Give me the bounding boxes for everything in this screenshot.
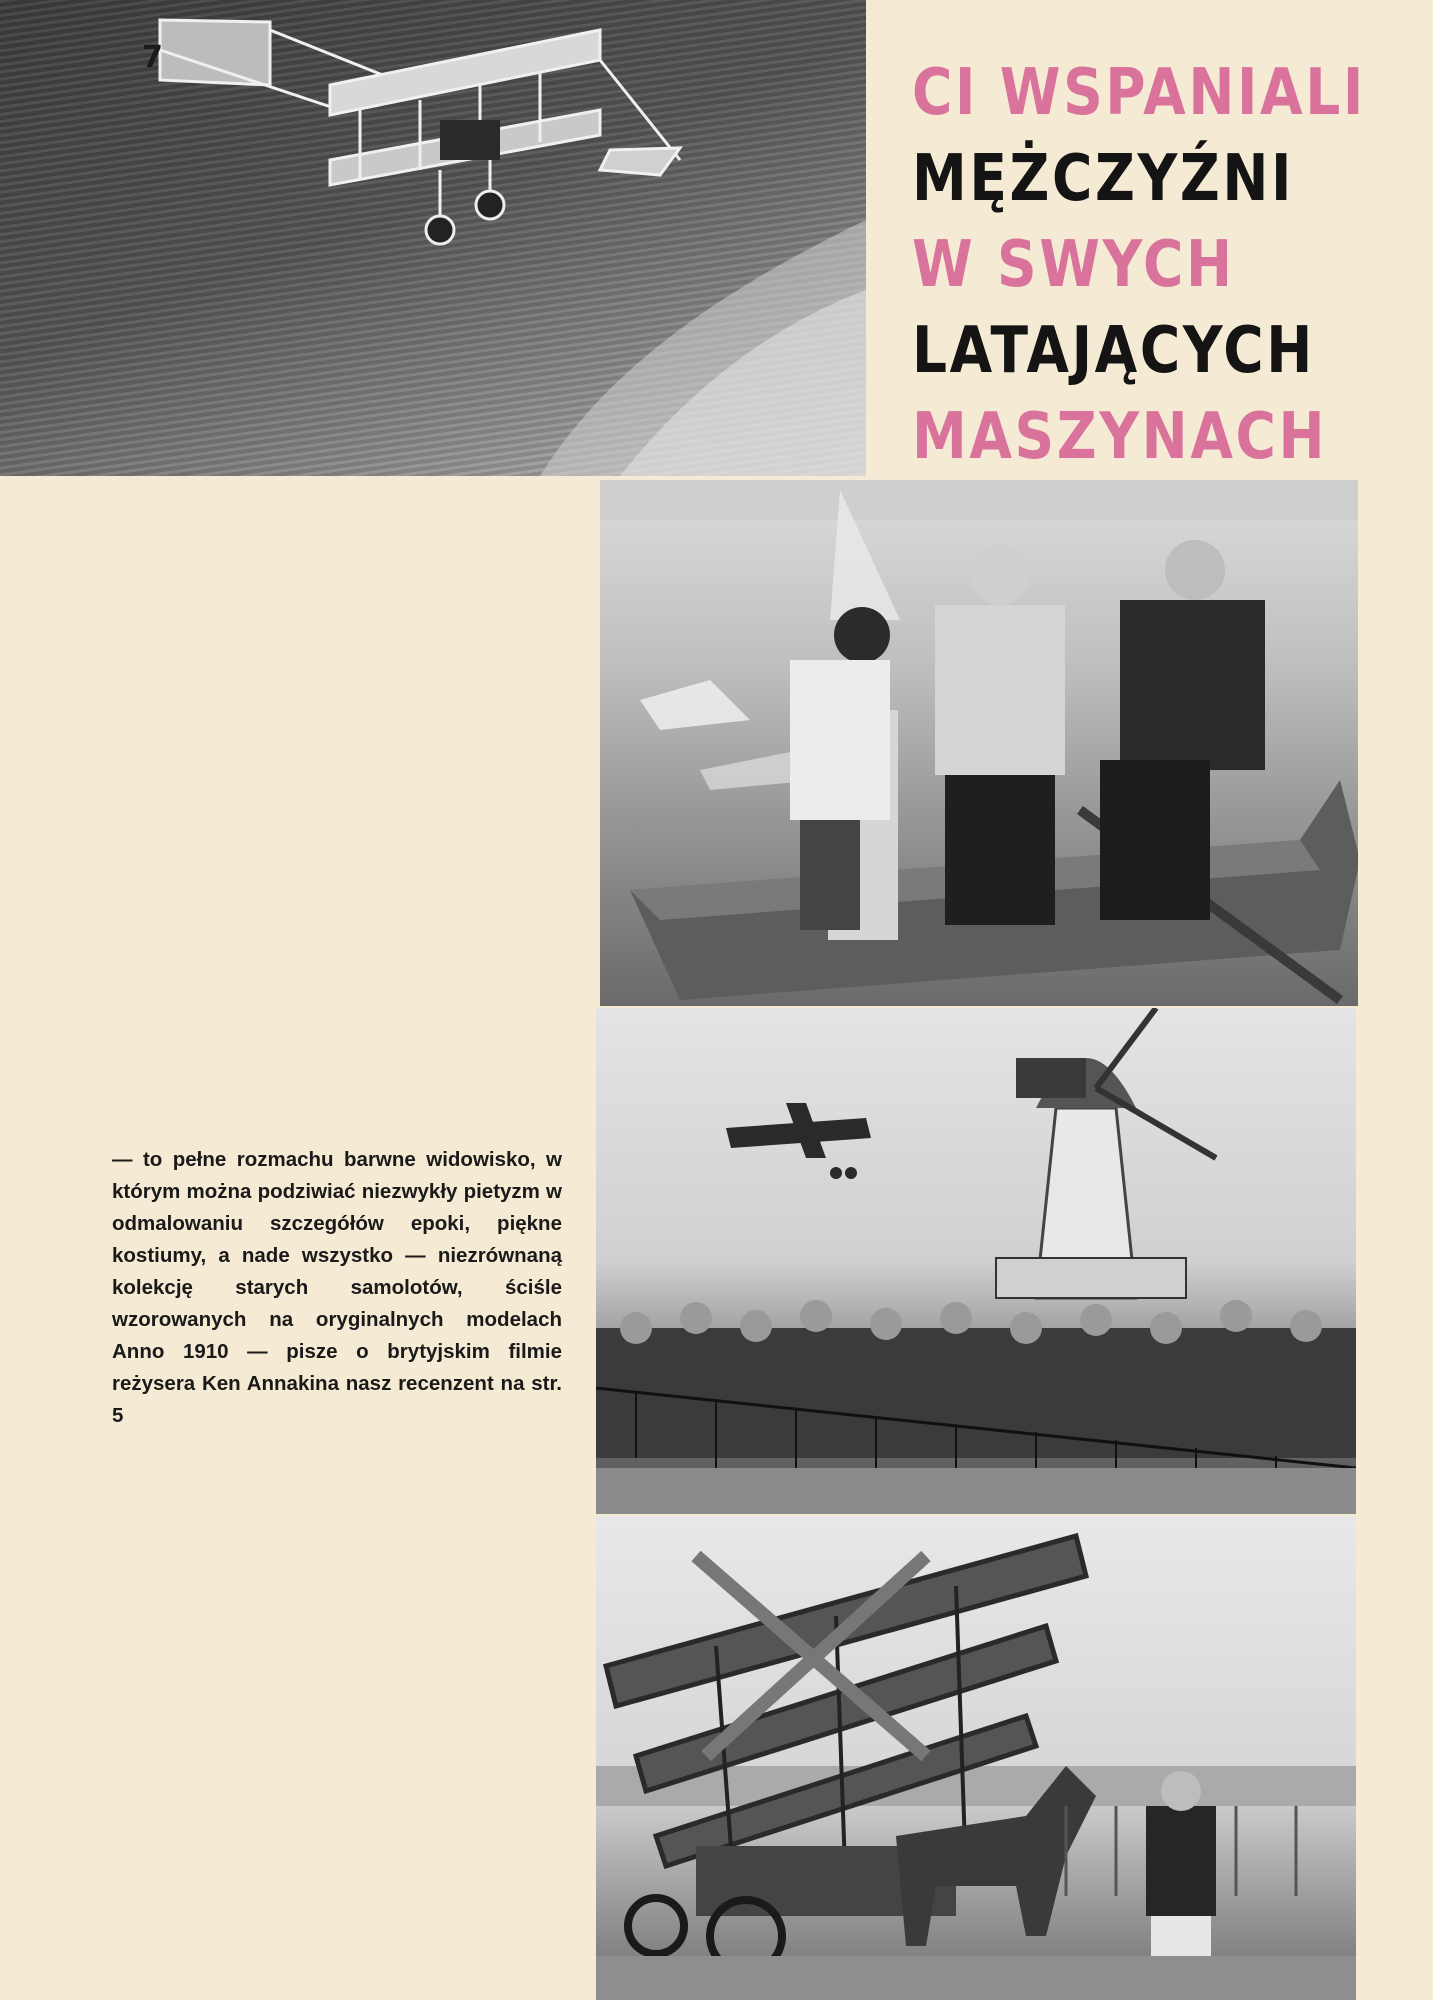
title-line-4: LATAJĄCYCH (912, 314, 1315, 388)
windmill-illustration (596, 1008, 1356, 1514)
title-line-5: MASZYNACH (912, 400, 1328, 474)
seaplane-illustration (0, 0, 866, 476)
title-line-3: W SWYCH (912, 228, 1235, 302)
seaplane-photo (0, 0, 866, 476)
seaplane-number: 7 (142, 40, 163, 75)
cart-illustration (596, 1516, 1356, 2000)
title-line-1: CI WSPANIALI (912, 56, 1366, 130)
windmill-photo (596, 1008, 1356, 1514)
article-title (912, 50, 1412, 480)
cart-photo (596, 1516, 1356, 2000)
article-lead-text: — to pełne rozmachu barwne widowisko, w którym można podziwiać niezwykły pietyzm w odmalowaniu szczegółów epoki, piękne kostiumy, a nade wszystko — niezrównaną kolekcję starych samolotów, ściśle wzorowanych na oryginalnych modelach Anno 1910 — pisze o brytyjskim filmie reżysera Ken Annakina nasz recenzent na str. 5 (112, 1148, 562, 1427)
title-line-2: MĘŻCZYŹNI (912, 142, 1295, 216)
boat-illustration (600, 480, 1358, 1006)
boat-photo (600, 480, 1358, 1006)
